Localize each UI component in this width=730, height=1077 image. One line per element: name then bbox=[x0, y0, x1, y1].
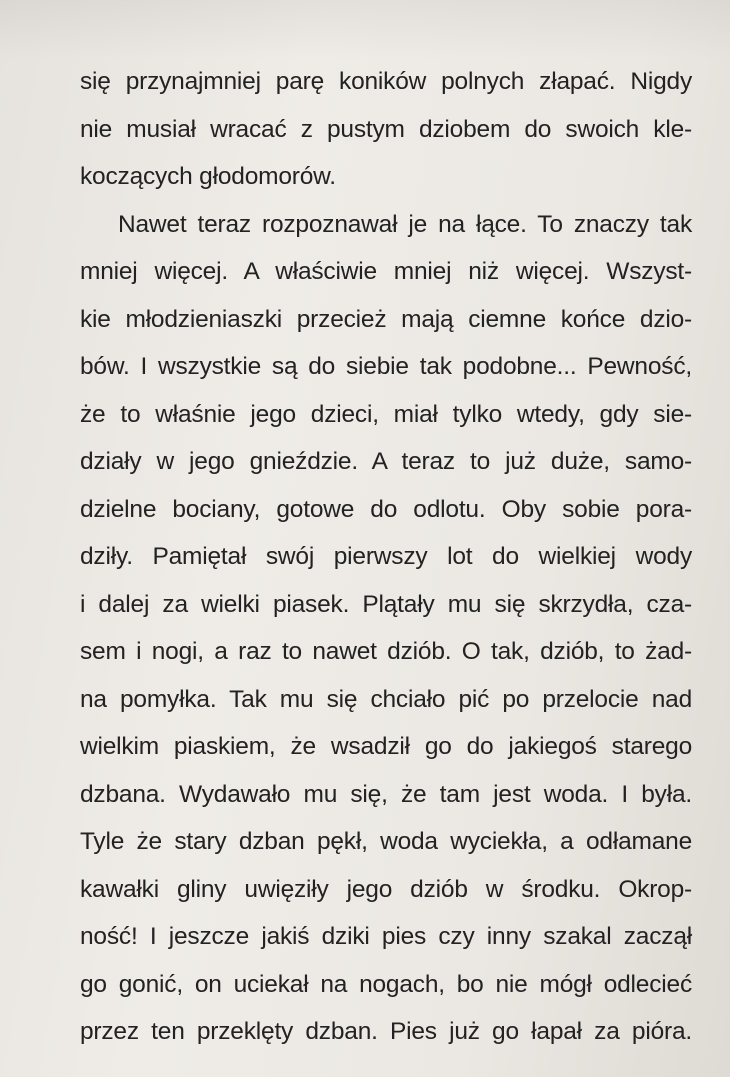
text-line: się przynajmniej parę koników polnych złapać. Nigdy bbox=[80, 68, 692, 95]
text-line: że to właśnie jego dzieci, miał tylko wtedy, gdy sie- bbox=[80, 400, 692, 428]
text-line: nie musiał wracać z pustym dziobem do swoich kle- bbox=[80, 115, 692, 143]
text-line: go gonić, on uciekał na nogach, bo nie mógł odlecieć bbox=[80, 970, 692, 998]
text-line: działy w jego gnieździe. A teraz to już duże, samo- bbox=[80, 448, 692, 475]
text-line: Tyle że stary dzban pękł, woda wyciekła, a odłamane bbox=[80, 828, 692, 855]
body-text bbox=[80, 58, 692, 1056]
text-line: Nawet teraz rozpoznawał je na łące. To znaczy tak bbox=[118, 210, 692, 238]
text-line: ność! I jeszcze jakiś dziki pies czy inny szakal zaczął bbox=[80, 923, 692, 950]
text-line: na pomyłka. Tak mu się chciało pić po przelocie nad bbox=[80, 685, 692, 713]
text-line: kawałki gliny uwięziły jego dziób w środku. Okrop- bbox=[80, 875, 692, 903]
text-line: i dalej za wielki piasek. Plątały mu się skrzydła, cza- bbox=[80, 590, 692, 618]
text-line: dziły. Pamiętał swój pierwszy lot do wielkiej wody bbox=[80, 543, 692, 570]
page-shadow bbox=[0, 0, 730, 60]
text-line: wielkim piaskiem, że wsadził go do jakiegoś starego bbox=[80, 733, 692, 760]
text-line: sem i nogi, a raz to nawet dziób. O tak, dziób, to żad- bbox=[80, 638, 692, 665]
text-line: przez ten przeklęty dzban. Pies już go łapał za pióra. bbox=[80, 1018, 692, 1045]
text-line: dzielne bociany, gotowe do odlotu. Oby sobie pora- bbox=[80, 495, 692, 523]
text-line: bów. I wszystkie są do siebie tak podobne... Pewność, bbox=[80, 353, 692, 380]
text-line: mniej więcej. A właściwie mniej niż więcej. Wszyst- bbox=[80, 258, 692, 285]
text-line: kie młodzieniaszki przecież mają ciemne końce dzio- bbox=[80, 305, 692, 333]
text-line: koczących głodomorów. bbox=[80, 163, 336, 190]
text-line: dzbana. Wydawało mu się, że tam jest woda. I była. bbox=[80, 780, 692, 808]
